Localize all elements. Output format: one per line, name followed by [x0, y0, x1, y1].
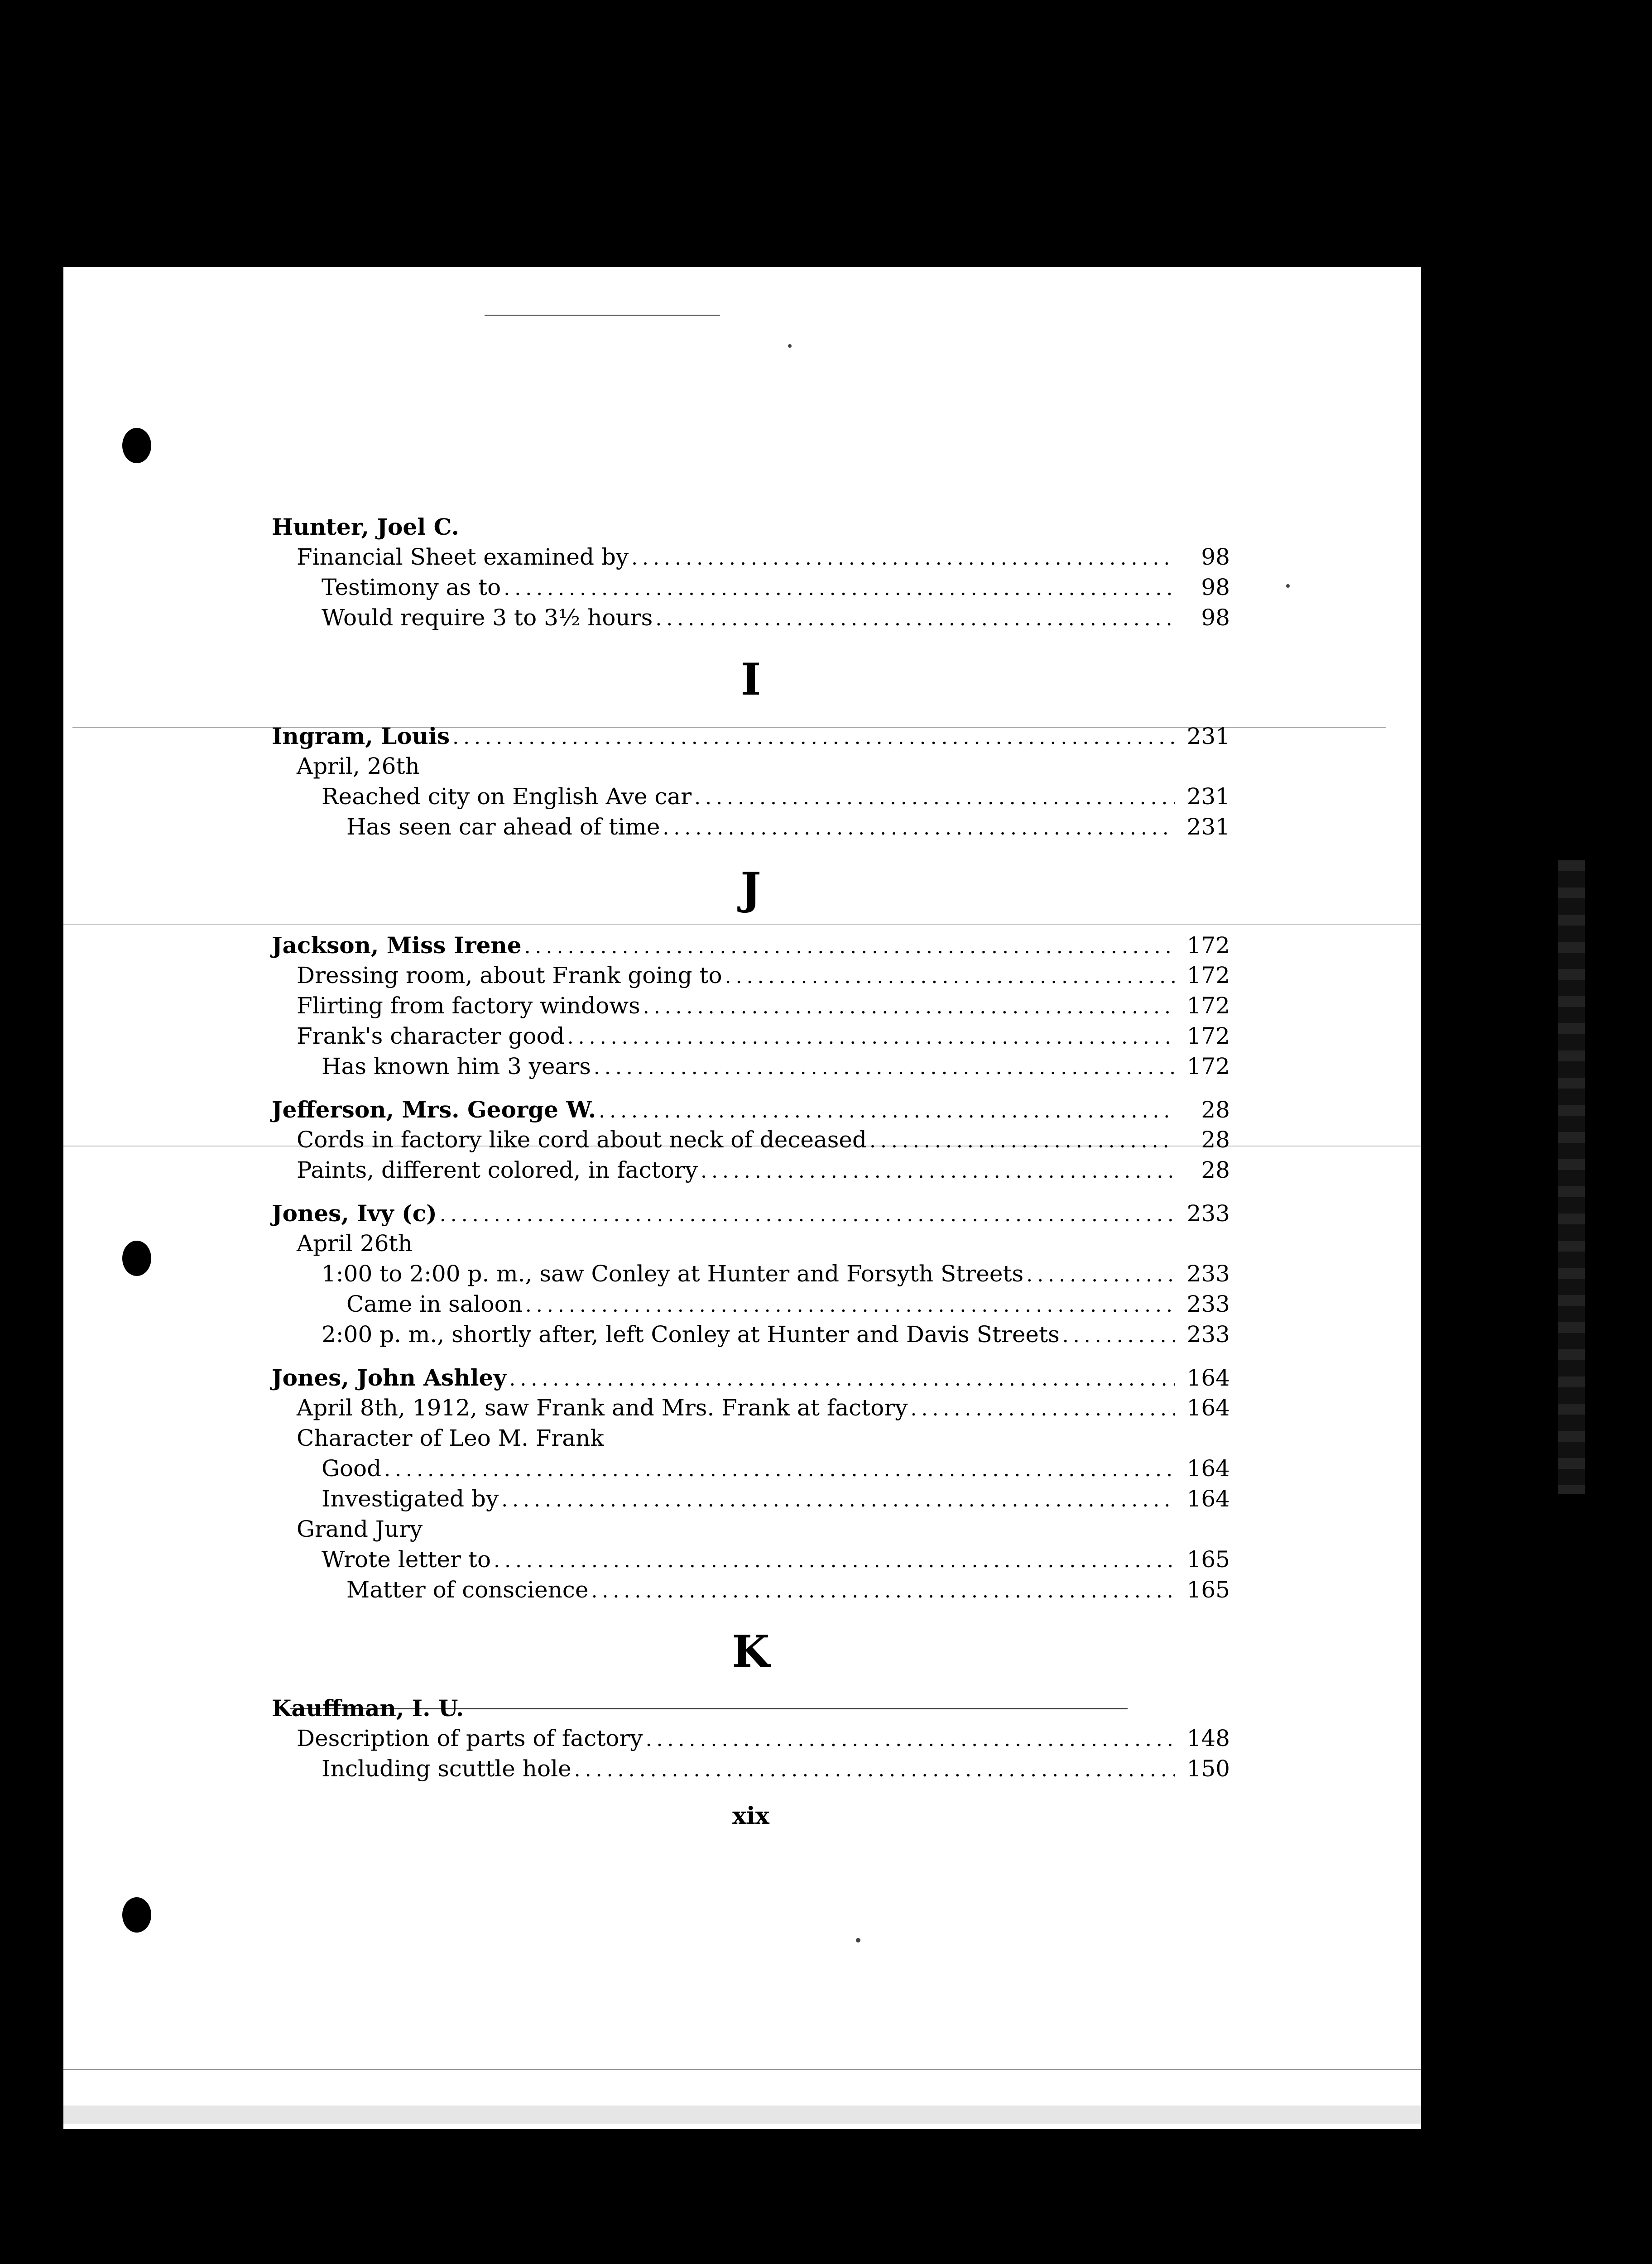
leader-dots: [384, 1454, 1175, 1485]
page-number: 28: [1201, 1127, 1230, 1153]
leader-dots: [509, 1364, 1175, 1394]
leader-dots: [591, 1576, 1175, 1606]
entry-heading: [272, 1094, 1230, 1125]
page-number: 28: [1201, 1157, 1230, 1183]
entry-heading: [272, 1362, 1230, 1393]
entry-name: Kauffman, I. U.: [272, 1695, 464, 1722]
page-number: 231: [1186, 783, 1230, 810]
subitem-text: Matter of conscience: [346, 1577, 589, 1603]
entry-heading: [272, 930, 1230, 960]
page-folio: xix: [732, 1802, 769, 1830]
entry-subitem: [272, 1453, 1230, 1484]
entry-subitem: [272, 1484, 1230, 1514]
leader-dots: [655, 604, 1175, 634]
binder-hole: [122, 1241, 151, 1276]
entry-subitem: [272, 782, 1230, 812]
subitem-text: April 26th: [297, 1230, 413, 1257]
page-number: 233: [1186, 1321, 1230, 1348]
subitem-text: Reached city on English Ave car: [322, 783, 692, 810]
entry-subitem: [272, 603, 1230, 633]
leader-dots: [646, 1724, 1175, 1755]
page-number: 165: [1186, 1546, 1230, 1573]
leader-dots: [594, 1052, 1175, 1083]
entry-subitem: [272, 1754, 1230, 1784]
scan-edge-artifact: [1558, 860, 1585, 1494]
leader-dots: [1026, 1260, 1175, 1290]
entry-subitem: [272, 991, 1230, 1021]
leader-dots: [574, 1755, 1175, 1785]
section-letter: I: [740, 654, 761, 705]
subitem-text: Including scuttle hole: [322, 1756, 571, 1782]
index-entry: [272, 721, 1230, 842]
subitem-text: Dressing room, about Frank going to: [297, 962, 722, 988]
page-number: 148: [1186, 1725, 1230, 1751]
entry-subitem: [272, 751, 1230, 782]
leader-dots: [567, 1022, 1175, 1052]
leader-dots: [1062, 1320, 1175, 1351]
binder-hole: [122, 1897, 151, 1933]
page-number: 172: [1186, 1023, 1230, 1049]
entry-name: Jones, John Ashley: [272, 1364, 507, 1391]
scan-line: [63, 2069, 1421, 2070]
index-content: [272, 512, 1230, 1830]
entry-subitem: [272, 1228, 1230, 1259]
subitem-text: Grand Jury: [297, 1516, 423, 1542]
index-entry: [272, 930, 1230, 1082]
binder-hole: [122, 428, 151, 463]
section-letter: J: [740, 863, 761, 914]
page-number: 172: [1186, 932, 1230, 959]
page-number: 231: [1186, 723, 1230, 749]
page-number: 233: [1186, 1291, 1230, 1317]
leader-dots: [911, 1394, 1175, 1424]
entry-subitem: [272, 1289, 1230, 1319]
subitem-text: Has known him 3 years: [322, 1053, 591, 1079]
subitem-text: 1:00 to 2:00 p. m., saw Conley at Hunter and Forsyth Streets: [322, 1261, 1024, 1287]
scan-speck: [856, 1938, 860, 1943]
section-letter: K: [732, 1626, 770, 1677]
scan-speck: [788, 344, 792, 348]
leader-dots: [643, 992, 1175, 1022]
subitem-text: Cords in factory like cord about neck of deceased: [297, 1127, 867, 1153]
document-page: [63, 267, 1421, 2129]
leader-dots: [701, 1156, 1175, 1186]
entry-subitem: [272, 1319, 1230, 1350]
page-number: 172: [1186, 1053, 1230, 1079]
index-entry: [272, 512, 1230, 633]
entry-heading: [272, 1693, 1230, 1723]
entry-subitem: [272, 1259, 1230, 1289]
page-number: 98: [1201, 574, 1230, 600]
entry-subitem: [272, 1125, 1230, 1155]
page-number: 164: [1186, 1395, 1230, 1421]
leader-dots: [869, 1126, 1175, 1156]
scan-edge-shade: [63, 2106, 1421, 2124]
index-entry: [272, 1198, 1230, 1350]
subitem-text: Came in saloon: [346, 1291, 523, 1317]
entry-subitem: [272, 572, 1230, 603]
page-number: 172: [1186, 962, 1230, 988]
leader-dots: [599, 1096, 1175, 1126]
entry-heading: [272, 512, 1230, 542]
entry-subitem: [272, 1545, 1230, 1575]
page-number: 98: [1201, 604, 1230, 631]
subitem-text: Character of Leo M. Frank: [297, 1425, 604, 1451]
subitem-text: Testimony as to: [322, 574, 501, 600]
entry-subitem: [272, 1393, 1230, 1423]
scan-speck: [1286, 584, 1290, 588]
entry-subitem: [272, 1155, 1230, 1185]
page-number: 165: [1186, 1577, 1230, 1603]
leader-dots: [440, 1199, 1175, 1230]
leader-dots: [525, 1290, 1175, 1320]
leader-dots: [504, 573, 1175, 604]
page-number: 172: [1186, 993, 1230, 1019]
page-number: 164: [1186, 1486, 1230, 1512]
leader-dots: [631, 543, 1175, 573]
entry-subitem: [272, 960, 1230, 991]
leader-dots: [452, 722, 1175, 753]
entry-heading: [272, 1198, 1230, 1228]
subitem-text: Good: [322, 1455, 382, 1482]
entry-heading: [272, 721, 1230, 751]
entry-subitem: [272, 542, 1230, 572]
page-number: 98: [1201, 544, 1230, 570]
subitem-text: Investigated by: [322, 1486, 499, 1512]
entry-name: Jones, Ivy (c): [272, 1200, 437, 1227]
subitem-text: Frank's character good: [297, 1023, 565, 1049]
subitem-text: Has seen car ahead of time: [346, 814, 660, 840]
scan-line: [485, 315, 720, 316]
entry-name: Hunter, Joel C.: [272, 513, 459, 540]
leader-dots: [694, 782, 1175, 813]
entry-subitem: [272, 1051, 1230, 1082]
subitem-text: 2:00 p. m., shortly after, left Conley at Hunter and Davis Streets: [322, 1321, 1060, 1348]
entry-subitem: [272, 1423, 1230, 1453]
page-number: 233: [1186, 1200, 1230, 1227]
leader-dots: [501, 1485, 1175, 1515]
subitem-text: Paints, different colored, in factory: [297, 1157, 698, 1183]
entry-name: Jackson, Miss Irene: [272, 932, 522, 959]
entry-subitem: [272, 1514, 1230, 1545]
subitem-text: Flirting from factory windows: [297, 993, 640, 1019]
entry-subitem: [272, 1575, 1230, 1605]
leader-dots: [524, 931, 1175, 962]
entry-subitem: [272, 812, 1230, 842]
subitem-text: Wrote letter to: [322, 1546, 491, 1573]
index-entry: [272, 1693, 1230, 1784]
index-entry: [272, 1362, 1230, 1605]
subitem-text: Financial Sheet examined by: [297, 544, 629, 570]
entry-name: Jefferson, Mrs. George W.: [272, 1096, 596, 1123]
page-number: 164: [1186, 1455, 1230, 1482]
subitem-text: Description of parts of factory: [297, 1725, 643, 1751]
page-number: 233: [1186, 1261, 1230, 1287]
leader-dots: [494, 1545, 1175, 1576]
page-number: 150: [1186, 1756, 1230, 1782]
subitem-text: Would require 3 to 3½ hours: [322, 604, 653, 631]
leader-dots: [725, 961, 1175, 992]
index-entry: [272, 1094, 1230, 1185]
entry-name: Ingram, Louis: [272, 723, 450, 749]
entry-subitem: [272, 1723, 1230, 1754]
page-number: 164: [1186, 1365, 1230, 1391]
entry-subitem: [272, 1021, 1230, 1051]
leader-dots: [663, 813, 1175, 843]
subitem-text: April, 26th: [297, 753, 420, 779]
subitem-text: April 8th, 1912, saw Frank and Mrs. Frank at factory: [297, 1395, 908, 1421]
page-number: 28: [1201, 1097, 1230, 1123]
page-number: 231: [1186, 814, 1230, 840]
